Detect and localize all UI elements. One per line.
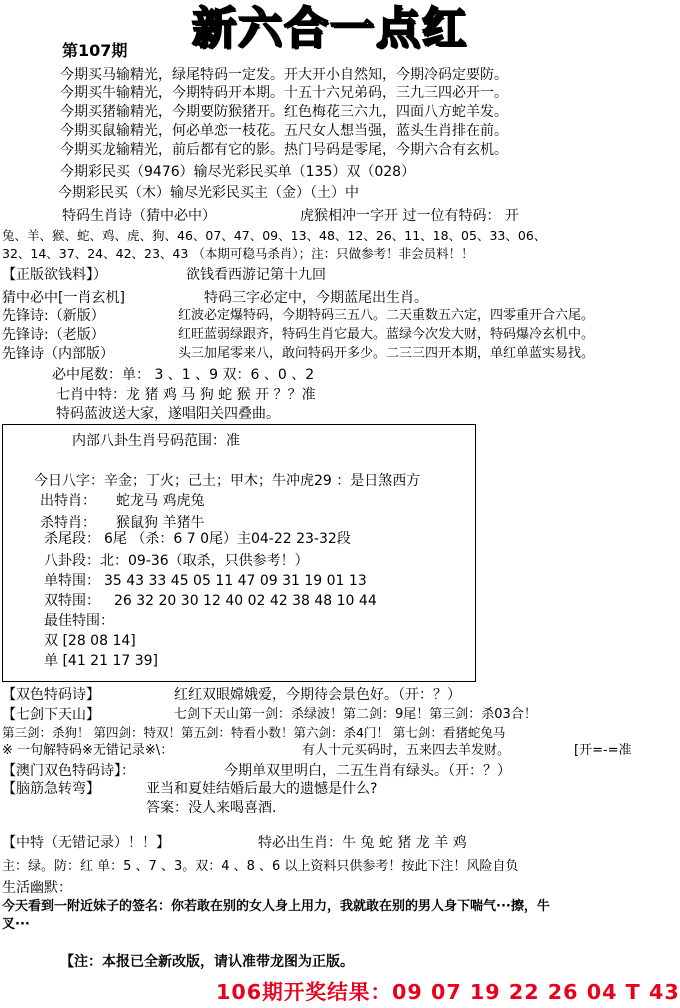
xianfeng-text: 红旺蓝弱绿跟齐，特码生肖它最大。蓝绿今次发大财，特码爆冷玄机中。 [178,327,595,342]
shaduan-value: 6尾 （杀：6 7 0尾）主04-22 23-32段 [104,531,351,547]
xianfeng-text: 红波必定爆特码，今期特码三五八。二天重数五六定，四零重开合六尾。 [178,308,595,323]
shaduan-label: 杀尾段： [44,531,100,547]
aomen-text: 今期单双里明白，二五生肖有绿头。（开：？） [224,763,511,779]
shate-value: 猴鼠狗 羊猪牛 [116,515,205,531]
yiju-text: 有人十元买码时，五来四去羊发财。 [302,743,511,758]
issue-number: 第107期 [62,41,128,60]
special-zodiac-text: 虎猴相冲一字开 过一位有特码： 开 [300,208,519,224]
dan-value: 35 43 33 45 05 11 47 09 31 19 01 13 [104,573,367,589]
poem-line: 今期买猪输精光，今期要防猴猪开。红色梅花三六九，四面八方蛇羊发。 [60,104,508,120]
caizhong-label: 猜中必中[一肖玄机] [2,290,125,306]
caizhong-text: 特码三字必定中，今期蓝尾出生肖。 [204,290,428,306]
poem-line: 今期买马输精光，绿尾特码一定发。开大开小自然知，今期冷码定要防。 [60,67,508,83]
zhongte-text: 特必出生肖：牛 兔 蛇 猪 龙 羊 鸡 [258,835,467,851]
zhengban-text: 欲钱看西游记第十九回 [186,267,326,283]
youmo-label: 生活幽默： [2,880,72,896]
qijian-line2: 第三剑：杀狗！ 第四剑：特双！第五剑：特看小数！第六剑：杀4门！ 第七剑：看猪蛇兔马 [2,725,506,740]
shuang-value: 26 32 20 30 12 40 02 42 38 48 10 44 [114,593,377,609]
best-shuang: 双 [28 08 14] [44,633,136,649]
zhu-line: 主：绿。防：红 单：5 、7 、3。双：4 、8 、6 以上资料只供参考！按此下注！风险自负 [2,859,519,874]
special-zodiac-label: 特码生肖诗（猜中必中） [62,208,216,224]
shuangse-label: 【双色特码诗】 [2,687,100,703]
best-dan: 单 [41 21 17 39] [44,653,158,669]
bagua-value: 北：09-36（取杀，只供参考！） [100,553,309,569]
chute-value: 蛇龙马 鸡虎兔 [116,493,205,509]
caimin-line: 今期彩民买（木）输尽光彩民买主（金）（土）中 [58,185,359,201]
dan-label: 单特围： [44,573,100,589]
zhengban-label: 【正版欲钱料】） [2,267,107,283]
naojin-question: 亚当和夏娃结婚后最大的遗憾是什么? [146,781,378,797]
caimin-line: 今期彩民买（9476）输尽光彩民买单（135）双（028） [60,164,416,180]
qijian-label: 【七剑下天山】 [2,707,100,723]
poem-line: 今期买牛输精光，今期特码开本期。十五十六兄弟码，三九三四必开一。 [60,85,508,101]
shuangse-text: 红红双眼嫦娥爱，今期待会景色好。（开：？） [174,687,461,703]
naojin-answer: 答案：没人来喝喜酒. [146,800,277,816]
poem-line: 今期买鼠输精光，何必单恋一枝花。五尺女人想当强，蓝头生肖排在前。 [60,123,508,139]
qijian-line1: 七剑下天山第一剑：杀绿波！第二剑：9尾！第三剑：杀03合！ [174,707,537,722]
yiju-end: [开=-=准 [574,743,632,758]
youmo-line2: 叉··· [2,917,30,932]
shuang-label: 双特围： [44,593,100,609]
shate-label: 杀特肖： [40,515,96,531]
xianfeng-label: 先锋诗:（老版） [2,327,105,343]
aomen-label: 【澳门双色特码诗】： [2,763,135,779]
bazi-line: 今日八字：辛金；丁火；己土；甲木；牛冲虎29 ：是日煞西方 [34,473,421,489]
box-title: 内部八卦生肖号码范围：准 [72,433,240,449]
notice-line: 【注：本报已全新改版，请认准带龙图为正版。 [60,954,354,970]
xianfeng-text: 头三加尾零来八，敢问特码开多少。二三三四开本期，单红单蓝实易找。 [178,346,595,361]
poem-line: 今期买龙输精光，前后都有它的影。热门号码是零尾，今期六合有玄机。 [60,142,508,158]
yiju-label: ※ 一句解特码※无错记录※\： [2,743,174,758]
number-line: 兔、羊、猴、蛇、鸡、虎、狗、46、07、47、09、13、48、12、26、11、18、05、33、06、 [2,228,547,243]
xianfeng-label: 先锋诗（内部版） [2,346,114,362]
xianfeng-label: 先锋诗:（新版） [2,308,105,324]
chute-label: 出特肖： [40,493,96,509]
zhongte-label: 【中特（无错记录）！！】 [2,835,170,851]
best-label: 最佳特围： [44,613,114,629]
number-line: 32、14、37、24、42、23、43 （本期可稳马杀肖）；注：只做参考！非会员料！！ [2,246,474,261]
youmo-line1: 今天看到一附近妹子的签名：你若敢在别的女人身上用力，我就敢在别的男人身下喘气···擦，牛 [2,899,550,914]
qixiao-line: 七肖中特：龙 猪 鸡 马 狗 蛇 猴 开 ？？准 [56,387,316,403]
lanbo-line: 特码蓝波送大家，遂唱阳关四叠曲。 [56,406,280,422]
page-title: 新六合一点红 [192,3,468,54]
bagua-label: 八卦段： [44,553,100,569]
naojin-label: 【脑筋急转弯】 [2,781,100,797]
bizhong-tail: 必中尾数：单： 3 、1 、9 双：6 、0 、2 [52,367,315,383]
lottery-result: 106期开奖结果：09 07 19 22 26 04 T 43 [216,980,680,1004]
